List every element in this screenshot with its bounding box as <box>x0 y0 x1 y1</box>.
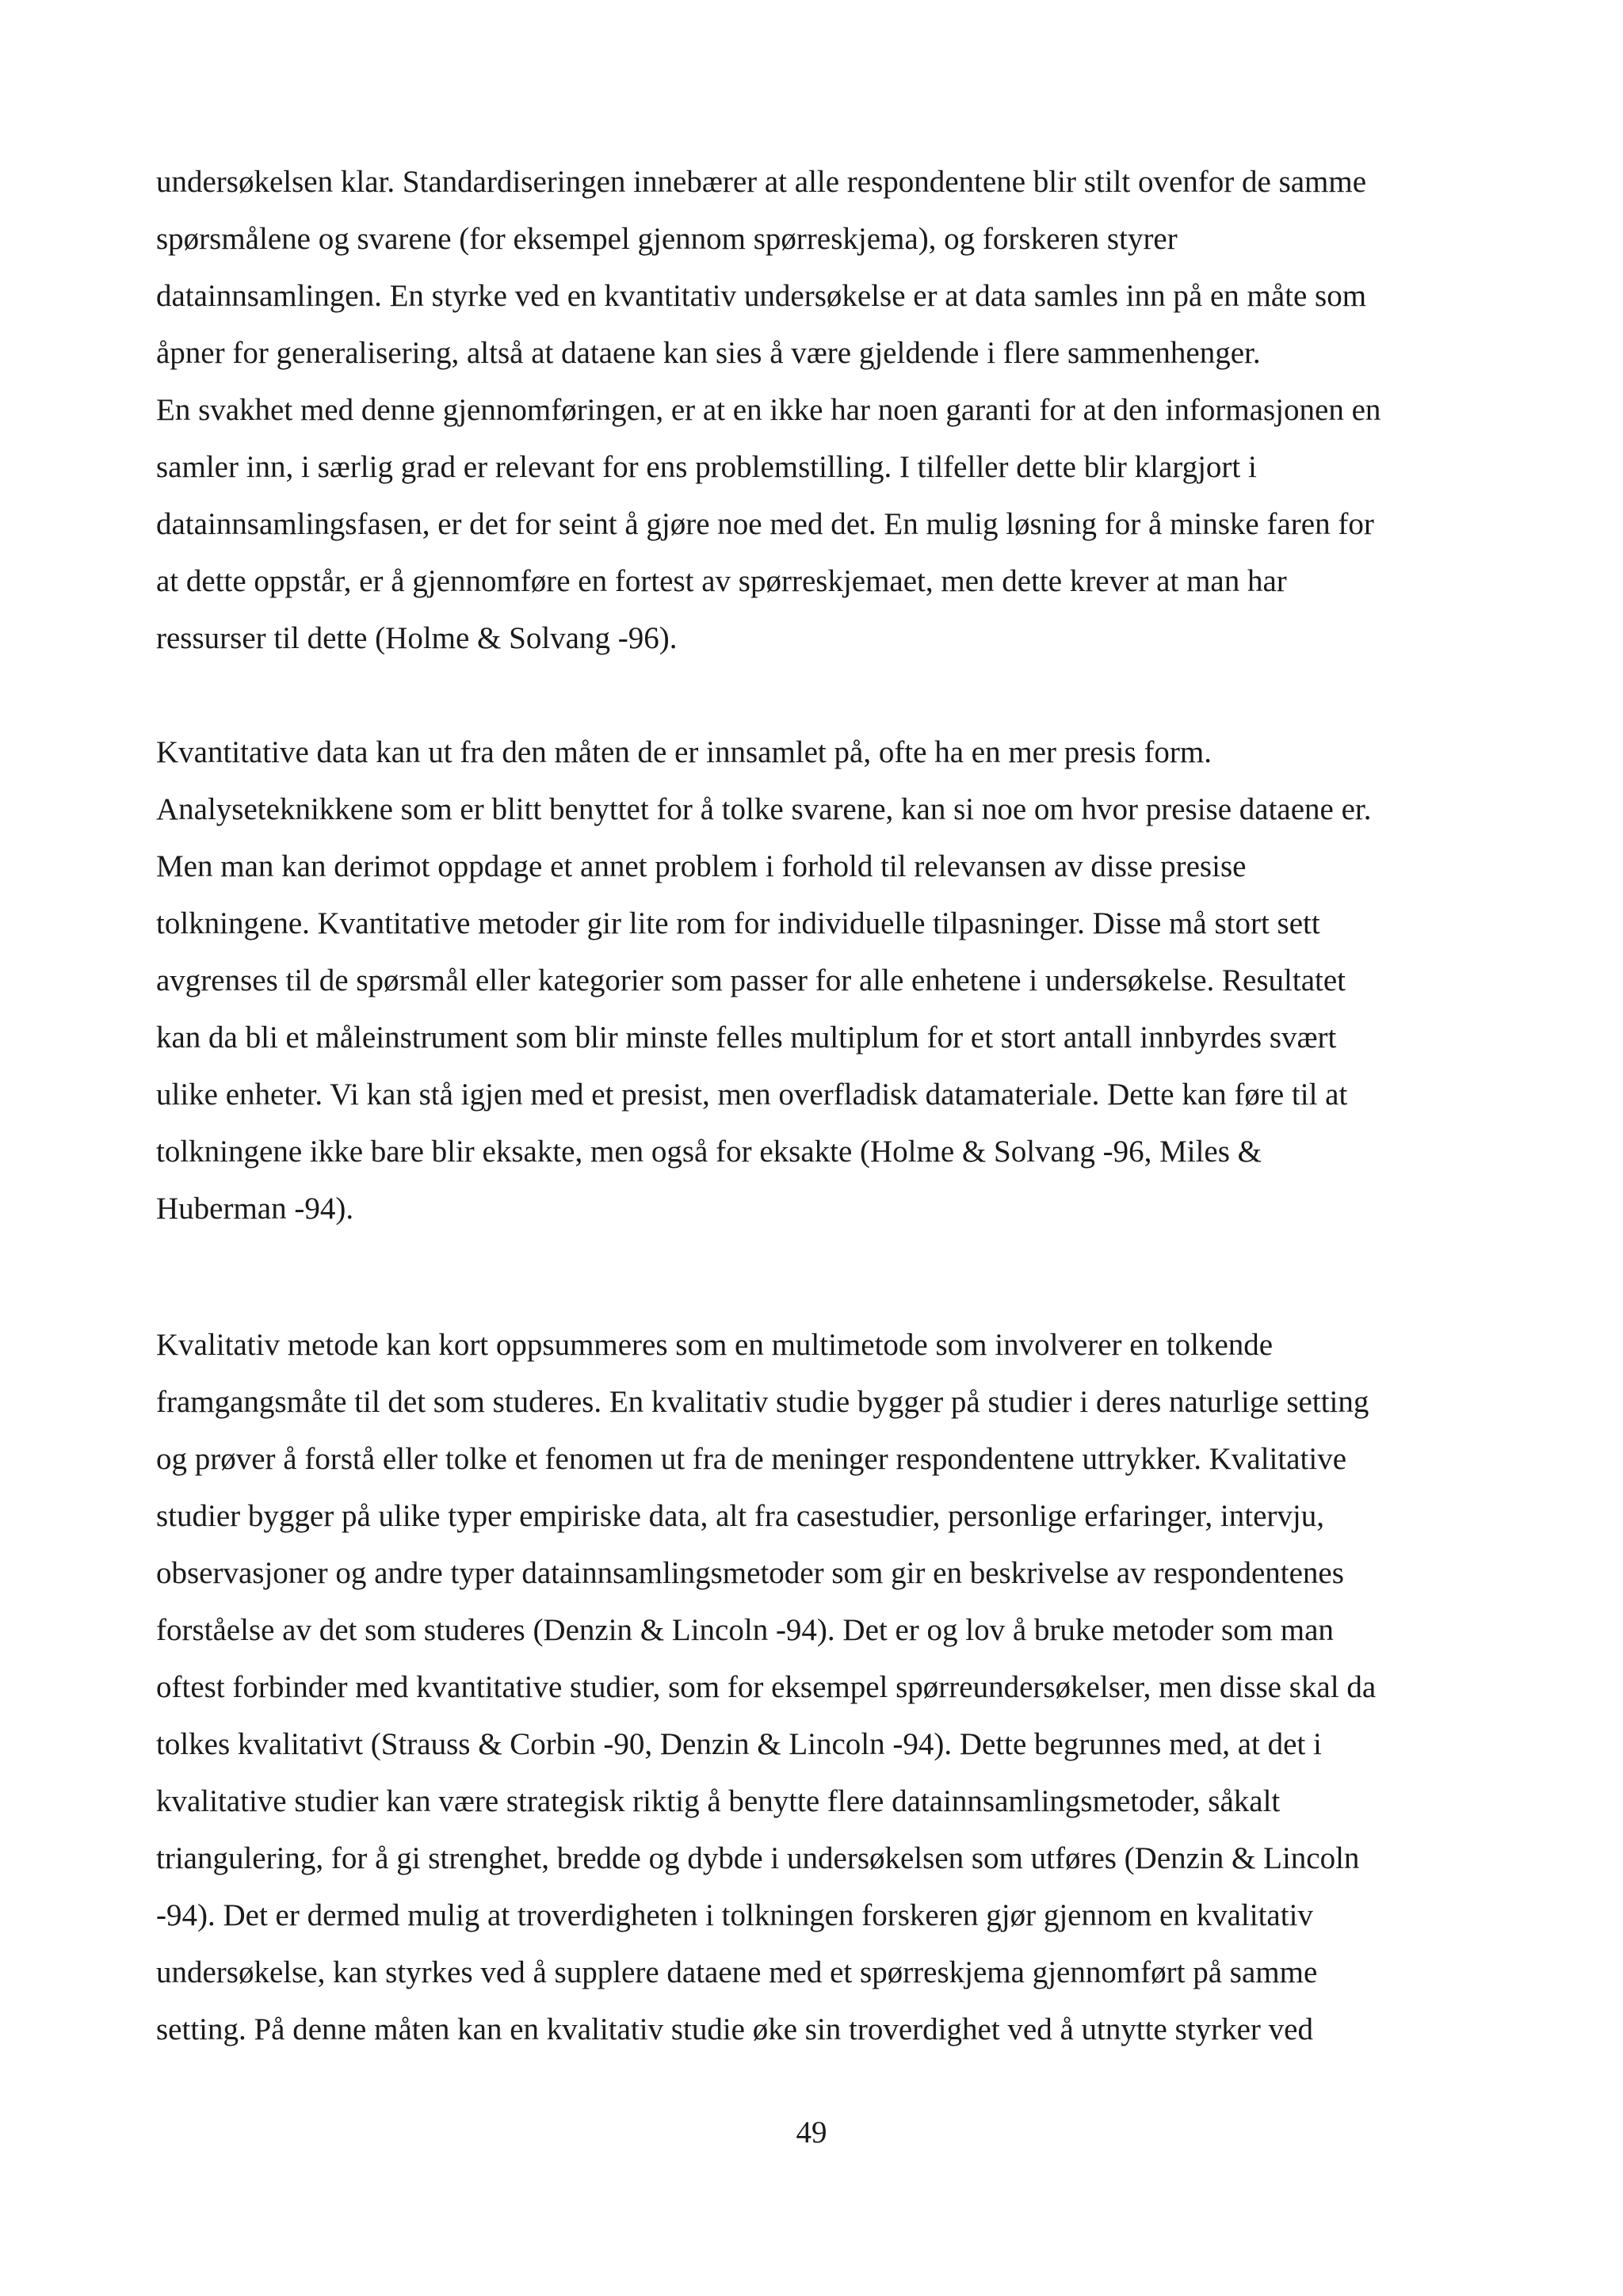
text-line: triangulering, for å gi strenghet, bredde og dybde i undersøkelsen som utføres (Denzin & Lincoln <box>156 1841 1360 1875</box>
text-line: setting. På denne måten kan en kvalitativ studie øke sin troverdighet ved å utnytte styrker ved <box>156 2012 1313 2046</box>
text-line: -94). Det er dermed mulig at troverdigheten i tolkningen forskeren gjør gjennom en kvalitativ <box>156 1898 1313 1932</box>
paragraph-spacer <box>156 667 1487 724</box>
text-line: åpner for generalisering, altså at dataene kan sies å være gjeldende i flere sammenhenger. <box>156 336 1261 370</box>
text-line: Men man kan derimot oppdage et annet problem i forhold til relevansen av disse presise <box>156 849 1247 883</box>
text-line: ulike enheter. Vi kan stå igjen med et presist, men overfladisk datamateriale. Dette kan føre til at <box>156 1077 1348 1112</box>
text-line: tolkningene. Kvantitative metoder gir lite rom for individuelle tilpasninger. Disse må stort sett <box>156 906 1320 940</box>
text-line: observasjoner og andre typer datainnsamlingsmetoder som gir en beskrivelse av respondentenes <box>156 1556 1344 1590</box>
text-line: forståelse av det som studeres (Denzin & Lincoln -94). Det er og lov å bruke metoder som man <box>156 1613 1334 1647</box>
text-line: og prøver å forstå eller tolke et fenomen ut fra de meninger respondentene uttrykker. Kvalitative <box>156 1442 1347 1476</box>
text-line: En svakhet med denne gjennomføringen, er at en ikke har noen garanti for at den informasjonen en <box>156 393 1381 427</box>
text-line: Analyseteknikkene som er blitt benyttet for å tolke svarene, kan si noe om hvor presise dataene er. <box>156 792 1372 826</box>
text-line: Kvalitativ metode kan kort oppsummeres som en multimetode som involverer en tolkende <box>156 1328 1274 1362</box>
text-line: datainnsamlingsfasen, er det for seint å gjøre noe med det. En mulig løsning for å minske faren for <box>156 507 1374 541</box>
text-line: oftest forbinder med kvantitative studier, som for eksempel spørreundersøkelser, men disse skal da <box>156 1670 1377 1704</box>
text-line: at dette oppstår, er å gjennomføre en fortest av spørreskjemaet, men dette krever at man har <box>156 564 1287 598</box>
paragraph-1 <box>156 154 1487 667</box>
text-line: undersøkelse, kan styrkes ved å supplere dataene med et spørreskjema gjennomført på samme <box>156 1955 1318 1989</box>
text-line: framgangsmåte til det som studeres. En kvalitativ studie bygger på studier i deres naturlige setting <box>156 1385 1369 1419</box>
text-line: undersøkelsen klar. Standardiseringen innebærer at alle respondentene blir stilt ovenfor de samme <box>156 165 1367 199</box>
text-line: ressurser til dette (Holme & Solvang -96). <box>156 621 678 655</box>
text-line: avgrenses til de spørsmål eller kategorier som passer for alle enhetene i undersøkelse. Resultatet <box>156 963 1346 997</box>
text-line: tolkningene ikke bare blir eksakte, men også for eksakte (Holme & Solvang -96, Miles & <box>156 1135 1262 1169</box>
body-text <box>156 154 1487 2058</box>
paragraph-2 <box>156 724 1487 1238</box>
text-line: samler inn, i særlig grad er relevant for ens problemstilling. I tilfeller dette blir klargjort i <box>156 450 1257 484</box>
page-number: 49 <box>796 2115 827 2149</box>
text-line: spørsmålene og svarene (for eksempel gjennom spørreskjema), og forskeren styrer <box>156 222 1178 256</box>
text-line: datainnsamlingen. En styrke ved en kvantitativ undersøkelse er at data samles inn på en måte som <box>156 279 1367 313</box>
text-line: kvalitative studier kan være strategisk riktig å benytte flere datainnsamlingsmetoder, såkalt <box>156 1784 1281 1818</box>
text-line: kan da bli et måleinstrument som blir minste felles multiplum for et stort antall innbyrdes svært <box>156 1020 1337 1055</box>
paragraph-spacer <box>156 1238 1487 1317</box>
paragraph-3 <box>156 1317 1487 2058</box>
text-line: studier bygger på ulike typer empiriske data, alt fra casestudier, personlige erfaringer, intervju, <box>156 1499 1324 1533</box>
text-line: Kvantitative data kan ut fra den måten de er innsamlet på, ofte ha en mer presis form. <box>156 735 1212 769</box>
text-line: tolkes kvalitativt (Strauss & Corbin -90, Denzin & Lincoln -94). Dette begrunnes med, at det i <box>156 1727 1322 1761</box>
text-line: Huberman -94). <box>156 1192 354 1226</box>
